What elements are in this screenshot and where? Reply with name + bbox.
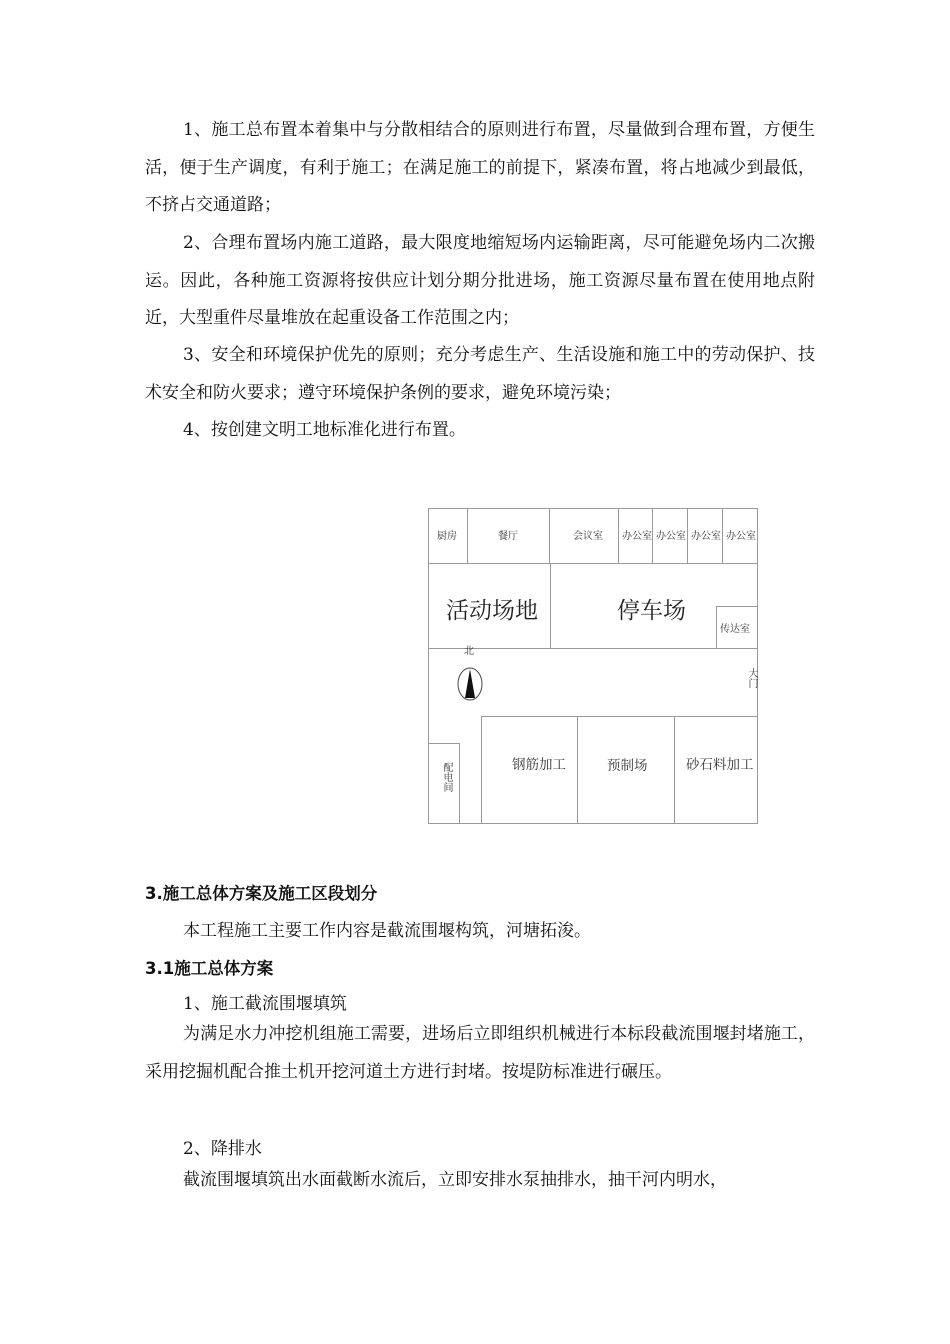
precast-area: [577, 716, 675, 824]
item-1-title: 1、施工截流围堰填筑: [183, 994, 347, 1014]
north-arrow-icon: [455, 666, 485, 702]
office-label-3: 办公室: [691, 531, 721, 542]
intro-paragraph-4: 4、按创建文明工地标准化进行布置。: [183, 420, 466, 440]
power-label: 配电间: [441, 762, 452, 792]
rebar-area: [481, 716, 578, 824]
meeting-room: [549, 508, 619, 564]
rebar-label: 钢筋加工: [512, 757, 566, 773]
item-1-body: 为满足水力冲挖机组施工需要，进场后立即组织机械进行本标段截流围堰封堵施工，采用挖掘机配合推土机开挖河道土方进行封堵。按堤防标准进行碾压。: [145, 1024, 815, 1082]
parking-label: 停车场: [617, 598, 686, 624]
guard-label: 传达室: [720, 624, 750, 635]
item-2-body: 截流围堰填筑出水面截断水流后，立即安排水泵抽排水，抽干河内明水，: [183, 1170, 727, 1190]
section-3-heading: 3.施工总体方案及施工区段划分: [145, 884, 378, 903]
dining-label: 餐厅: [498, 531, 518, 542]
aggregate-label: 砂石料加工: [686, 757, 754, 773]
precast-label: 预制场: [607, 758, 648, 774]
aggregate-area: [674, 716, 758, 824]
section-3-1-heading: 3.1施工总体方案: [145, 959, 274, 978]
activity-area: [428, 563, 551, 649]
office-label-4: 办公室: [726, 531, 756, 542]
section-3-intro: 本工程施工主要工作内容是截流围堰构筑，河塘拓浚。: [183, 921, 591, 941]
guard-room: [716, 606, 758, 649]
office-room-2: [652, 508, 688, 564]
site-layout-plan: [428, 508, 758, 824]
office-room-3: [687, 508, 723, 564]
meeting-label: 会议室: [573, 531, 603, 542]
intro-paragraph-3: 3、安全和环境保护优先的原则；充分考虑生产、生活设施和施工中的劳动保护、技术安全和防火要求；遵守环境保护条例的要求，避免环境污染；: [145, 345, 815, 403]
office-label-1: 办公室: [622, 531, 652, 542]
dining-room: [467, 508, 550, 564]
gate-label: 大门: [746, 668, 757, 688]
intro-paragraph-2: 2、合理布置场内施工道路，最大限度地缩短场内运输距离，尽可能避免场内二次搬运。因此，各种施工资源将按供应计划分期分批进场，施工资源尽量布置在使用地点附近，大型重件尽量堆放在起重设备工作范围之内；: [145, 233, 815, 328]
power-room: [428, 743, 460, 824]
kitchen-label: 厨房: [437, 531, 457, 542]
activity-label: 活动场地: [446, 598, 538, 624]
office-room-4: [722, 508, 758, 564]
item-2-title: 2、降排水: [183, 1139, 262, 1159]
office-room-1: [618, 508, 653, 564]
kitchen-room: [428, 508, 468, 564]
north-label: 北: [464, 646, 474, 657]
office-label-2: 办公室: [656, 531, 686, 542]
intro-paragraph-1: 1、施工总布置本着集中与分散相结合的原则进行布置，尽量做到合理布置，方便生活，便于生产调度，有利于施工；在满足施工的前提下，紧凑布置，将占地减少到最低，不挤占交通道路；: [145, 120, 815, 215]
